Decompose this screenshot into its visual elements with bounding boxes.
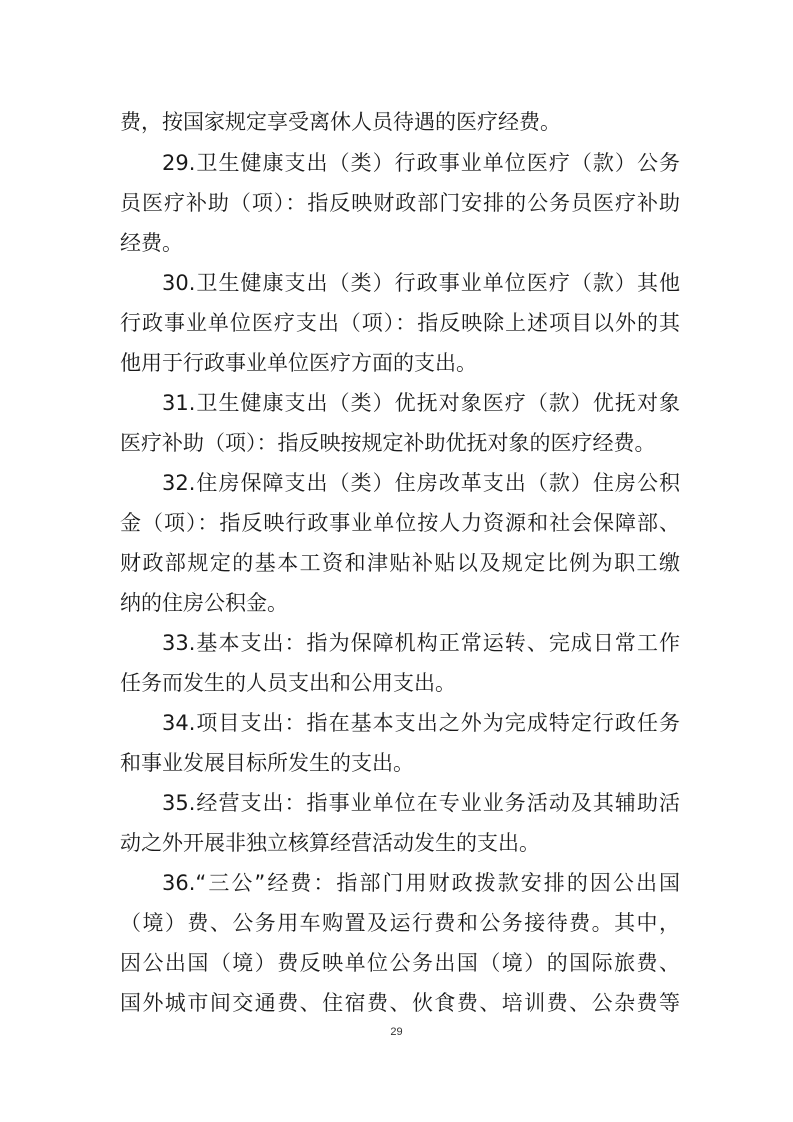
paragraph-line: 33.基本支出：指为保障机构正常运转、完成日常工作 xyxy=(162,631,680,655)
paragraph-line: 因公出国（境）费反映单位公务出国（境）的国际旅费、 xyxy=(120,951,680,975)
paragraph-line: 35.经营支出：指事业单位在专业业务活动及其辅助活 xyxy=(162,791,680,815)
paragraph-line: 动之外开展非独立核算经营活动发生的支出。 xyxy=(120,831,540,855)
paragraph-line: （境）费、公务用车购置及运行费和公务接待费。其中， xyxy=(120,911,680,935)
paragraph-line: 经费。 xyxy=(120,231,183,255)
paragraph-line: 纳的住房公积金。 xyxy=(120,591,288,615)
paragraph-line: 费，按国家规定享受离休人员待遇的医疗经费。 xyxy=(120,110,561,134)
paragraph-line: 他用于行政事业单位医疗方面的支出。 xyxy=(120,351,477,375)
paragraph-line: 36.“三公”经费：指部门用财政拨款安排的因公出国 xyxy=(162,871,680,895)
paragraph-line: 医疗补助（项）：指反映按规定补助优抚对象的医疗经费。 xyxy=(120,431,656,455)
page-number: 29 xyxy=(390,1026,403,1038)
paragraph-line: 金（项）：指反映行政事业单位按人力资源和社会保障部、 xyxy=(120,511,680,535)
paragraph-line: 30.卫生健康支出（类）行政事业单位医疗（款）其他 xyxy=(162,271,680,295)
paragraph-line: 34.项目支出：指在基本支出之外为完成特定行政任务 xyxy=(162,711,680,735)
paragraph-line: 32.住房保障支出（类）住房改革支出（款）住房公积 xyxy=(162,471,680,495)
paragraph-line: 任务而发生的人员支出和公用支出。 xyxy=(120,671,456,695)
paragraph-line: 29.卫生健康支出（类）行政事业单位医疗（款）公务 xyxy=(162,151,680,175)
paragraph-line: 行政事业单位医疗支出（项）：指反映除上述项目以外的其 xyxy=(120,311,680,335)
paragraph-line: 财政部规定的基本工资和津贴补贴以及规定比例为职工缴 xyxy=(120,551,680,575)
paragraph-line: 31.卫生健康支出（类）优抚对象医疗（款）优抚对象 xyxy=(162,391,680,415)
paragraph-line: 和事业发展目标所发生的支出。 xyxy=(120,751,414,775)
paragraph-line: 国外城市间交通费、住宿费、伙食费、培训费、公杂费等 xyxy=(120,991,680,1015)
paragraph-line: 员医疗补助（项）：指反映财政部门安排的公务员医疗补助 xyxy=(120,191,680,215)
